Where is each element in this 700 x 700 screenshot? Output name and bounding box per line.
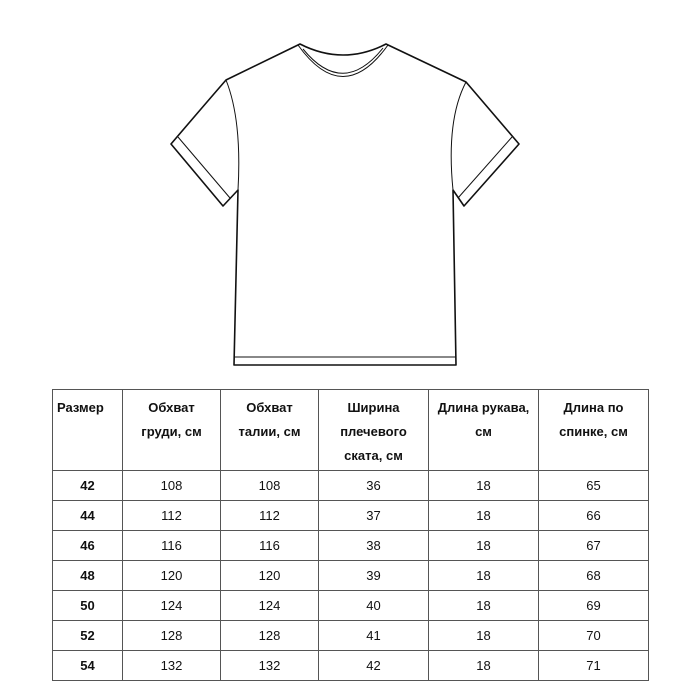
cell-shoulder: 42 <box>319 651 429 681</box>
cell-shoulder: 38 <box>319 531 429 561</box>
cell-size: 50 <box>53 591 123 621</box>
cell-chest: 124 <box>123 591 221 621</box>
armhole-seam-right <box>451 82 466 190</box>
cell-shoulder: 36 <box>319 471 429 501</box>
cell-size: 46 <box>53 531 123 561</box>
header-size: Размер <box>53 390 123 471</box>
table-row <box>53 591 649 621</box>
header-back-length: Длина по спинке, см <box>539 390 649 471</box>
cell-shoulder: 40 <box>319 591 429 621</box>
cell-sleeve: 18 <box>429 651 539 681</box>
table-row <box>53 531 649 561</box>
neck-rib <box>303 48 383 73</box>
cell-sleeve: 18 <box>429 621 539 651</box>
cell-sleeve: 18 <box>429 501 539 531</box>
header-chest: Обхват груди, см <box>123 390 221 471</box>
cell-size: 42 <box>53 471 123 501</box>
sleeve-hem-right <box>458 137 512 198</box>
cell-shoulder: 37 <box>319 501 429 531</box>
cell-chest: 108 <box>123 471 221 501</box>
cell-back-length: 69 <box>539 591 649 621</box>
cell-sleeve: 18 <box>429 531 539 561</box>
cell-back-length: 65 <box>539 471 649 501</box>
table-header-row <box>53 390 649 471</box>
cell-waist: 112 <box>221 501 319 531</box>
cell-back-length: 70 <box>539 621 649 651</box>
armhole-seam-left <box>226 80 239 190</box>
header-waist: Обхват талии, см <box>221 390 319 471</box>
table-row <box>53 471 649 501</box>
cell-shoulder: 41 <box>319 621 429 651</box>
table-row <box>53 501 649 531</box>
cell-chest: 132 <box>123 651 221 681</box>
cell-chest: 120 <box>123 561 221 591</box>
cell-waist: 132 <box>221 651 319 681</box>
cell-sleeve: 18 <box>429 591 539 621</box>
cell-size: 52 <box>53 621 123 651</box>
tshirt-outline <box>171 44 519 365</box>
cell-size: 44 <box>53 501 123 531</box>
header-shoulder: Ширина плечевого ската, см <box>319 390 429 471</box>
sleeve-hem-left <box>178 137 230 198</box>
cell-waist: 128 <box>221 621 319 651</box>
table-row <box>53 561 649 591</box>
cell-waist: 116 <box>221 531 319 561</box>
cell-chest: 128 <box>123 621 221 651</box>
cell-waist: 120 <box>221 561 319 591</box>
cell-waist: 124 <box>221 591 319 621</box>
cell-back-length: 68 <box>539 561 649 591</box>
table-row <box>53 621 649 651</box>
table-row <box>53 651 649 681</box>
cell-size: 48 <box>53 561 123 591</box>
cell-chest: 112 <box>123 501 221 531</box>
cell-back-length: 67 <box>539 531 649 561</box>
header-sleeve: Длина рукава, см <box>429 390 539 471</box>
size-table <box>52 389 649 681</box>
cell-shoulder: 39 <box>319 561 429 591</box>
cell-back-length: 66 <box>539 501 649 531</box>
cell-sleeve: 18 <box>429 561 539 591</box>
cell-back-length: 71 <box>539 651 649 681</box>
cell-waist: 108 <box>221 471 319 501</box>
cell-chest: 116 <box>123 531 221 561</box>
cell-sleeve: 18 <box>429 471 539 501</box>
cell-size: 54 <box>53 651 123 681</box>
